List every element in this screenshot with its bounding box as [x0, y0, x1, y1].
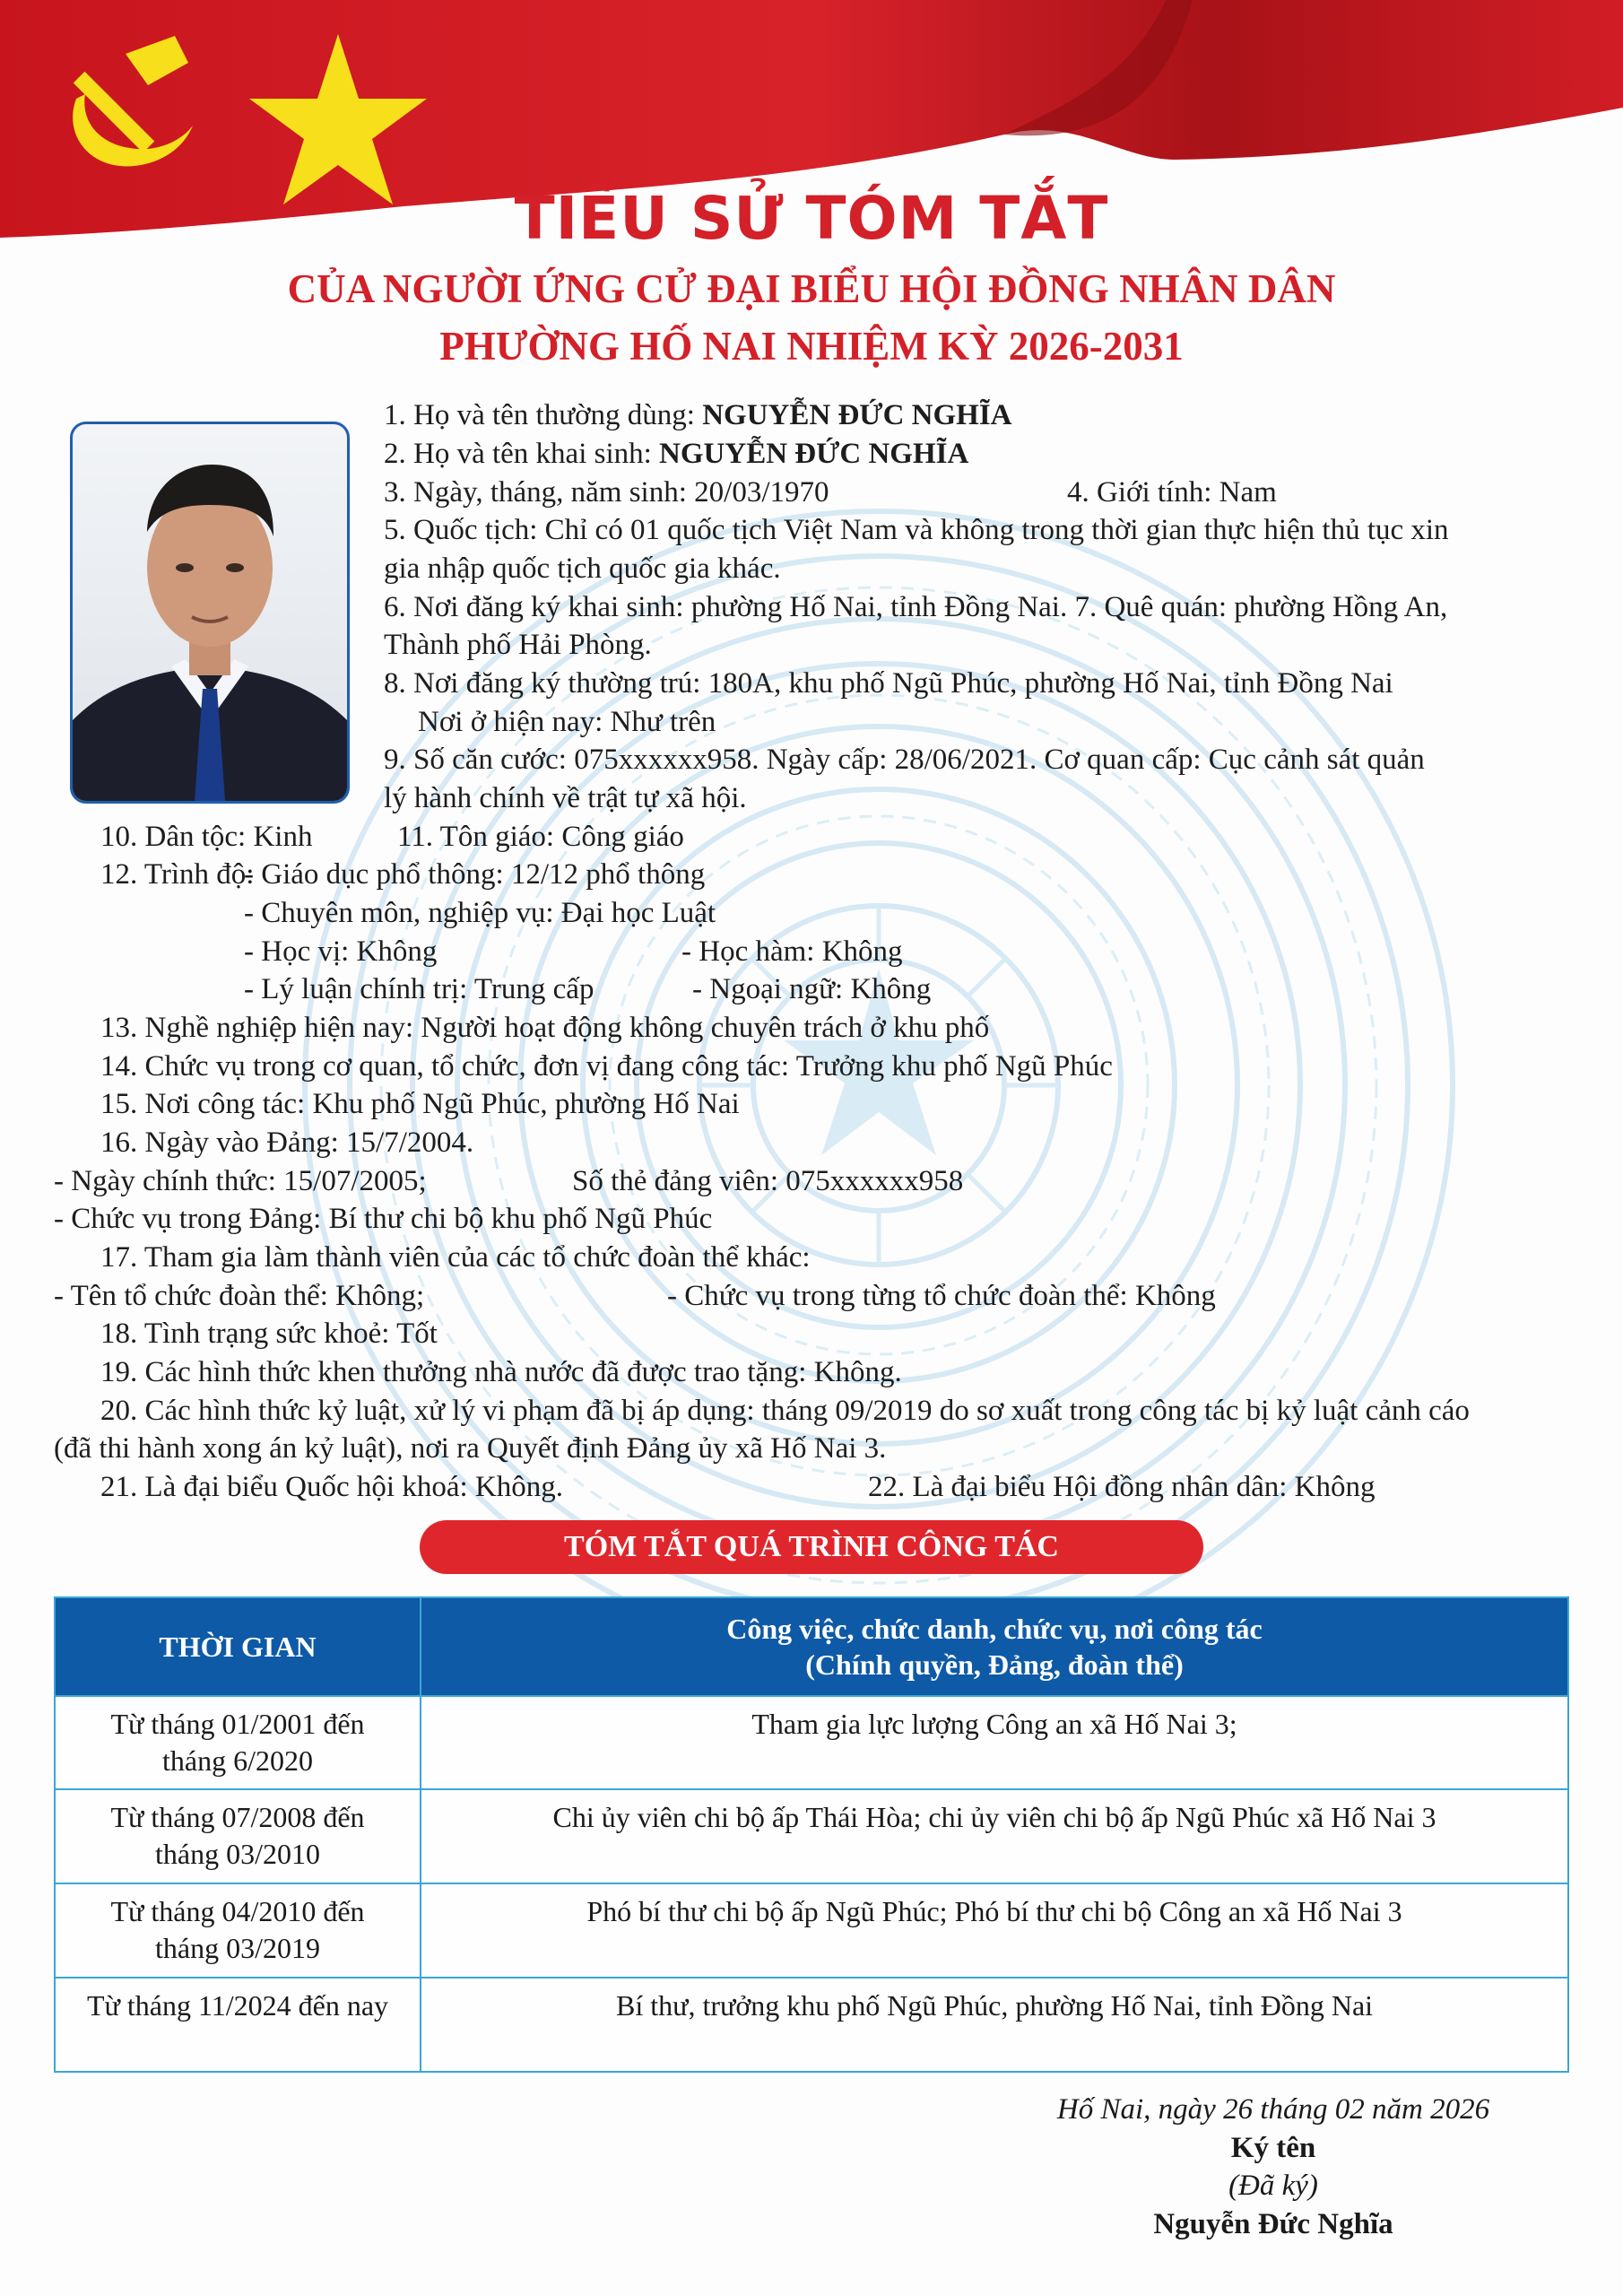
row-time: Từ tháng 11/2024 đến nay: [55, 1978, 421, 2072]
info-org-name: - Tên tổ chức đoàn thể: Không;: [54, 1280, 425, 1312]
page-subtitle-1: CỦA NGƯỜI ỨNG CỬ ĐẠI BIỂU HỘI ĐỒNG NHÂN DÂN: [287, 266, 1336, 311]
table-row: [55, 1696, 1568, 1789]
candidate-portrait: [70, 422, 350, 804]
info-health: 18. Tình trạng sức khoẻ: Tốt: [100, 1318, 438, 1350]
page-title: TIỂU SỬ TÓM TẮT: [514, 184, 1109, 253]
info-foreign-language: - Ngoại ngữ: Không: [692, 973, 932, 1005]
info-ethnicity: 10. Dân tộc: Kinh: [100, 821, 313, 853]
info-organizations: 17. Tham gia làm thành viên của các tổ chức đoàn thể khác:: [100, 1241, 811, 1274]
table-header-row: [55, 1597, 1568, 1696]
info-party-card: Số thẻ đảng viên: 075xxxxxx958: [572, 1165, 964, 1197]
info-gender: 4. Giới tính: Nam: [1067, 476, 1277, 509]
info-religion: 11. Tôn giáo: Công giáo: [397, 821, 684, 853]
info-political-theory: - Lý luận chính trị: Trung cấp: [244, 973, 595, 1005]
work-history-heading: TÓM TẮT QUÁ TRÌNH CÔNG TÁC: [420, 1520, 1203, 1574]
info-birth-place: 6. Nơi đăng ký khai sinh: phường Hố Nai, tỉnh Đồng Nai. 7. Quê quán: phường Hồng An,: [384, 591, 1448, 623]
signature-signed-note: (Đã ký): [1228, 2170, 1318, 2202]
info-position: 14. Chức vụ trong cơ quan, tổ chức, đơn vị đang công tác: Trưởng khu phố Ngũ Phúc: [100, 1050, 1113, 1083]
work-history-table: [54, 1596, 1569, 2073]
column-header-work: Công việc, chức danh, chức vụ, nơi công tác (Chính quyền, Đảng, đoàn thể): [421, 1597, 1568, 1696]
column-header-time: THỜI GIAN: [55, 1597, 421, 1696]
signature-label: Ký tên: [1230, 2132, 1316, 2164]
info-discipline-cont: (đã thi hành xong án kỷ luật), nơi ra Quyết định Đảng ủy xã Hố Nai 3.: [54, 1432, 887, 1465]
table-row: [55, 1978, 1568, 2072]
info-party-position: - Chức vụ trong Đảng: Bí thư chi bộ khu phố Ngũ Phúc: [54, 1203, 713, 1235]
info-party-join-date: 16. Ngày vào Đảng: 15/7/2004.: [100, 1126, 474, 1159]
row-time: Từ tháng 07/2008 đến tháng 03/2010: [55, 1789, 421, 1883]
info-org-position: - Chức vụ trong từng tổ chức đoàn thể: Không: [667, 1280, 1216, 1312]
info-id-card: 9. Số căn cước: 075xxxxxx958. Ngày cấp: 28/06/2021. Cơ quan cấp: Cục cảnh sát quản: [384, 744, 1425, 776]
info-nationality: 5. Quốc tịch: Chỉ có 01 quốc tịch Việt Nam và không trong thời gian thực hiện thủ tục xin: [384, 514, 1449, 546]
info-birth-date: 3. Ngày, tháng, năm sinh: 20/03/1970: [384, 476, 829, 509]
info-academic-rank: - Học hàm: Không: [681, 935, 903, 968]
info-nationality-cont: gia nhập quốc tịch quốc gia khác.: [384, 552, 781, 585]
row-time: Từ tháng 01/2001 đến tháng 6/2020: [55, 1696, 421, 1789]
info-occupation: 13. Nghề nghiệp hiện nay: Người hoạt động không chuyên trách ở khu phố: [100, 1012, 990, 1044]
info-birth-name: 2. Họ và tên khai sinh: NGUYỄN ĐỨC NGHĨA: [384, 438, 969, 470]
info-degree: - Học vị: Không: [244, 935, 438, 968]
row-description: Chi ủy viên chi bộ ấp Thái Hòa; chi ủy viên chi bộ ấp Ngũ Phúc xã Hố Nai 3: [421, 1789, 1568, 1883]
info-common-name: 1. Họ và tên thường dùng: NGUYỄN ĐỨC NGHĨA: [384, 399, 1012, 431]
page-subtitle-2: PHƯỜNG HỐ NAI NHIỆM KỲ 2026-2031: [439, 324, 1184, 369]
info-peoples-council: 22. Là đại biểu Hội đồng nhân dân: Không: [868, 1471, 1376, 1503]
row-description: Phó bí thư chi bộ ấp Ngũ Phúc; Phó bí thư chi bộ Công an xã Hố Nai 3: [421, 1883, 1568, 1978]
info-discipline: 20. Các hình thức kỷ luật, xử lý vi phạm đã bị áp dụng: tháng 09/2019 do sơ xuất trong công tác bị kỷ luật cảnh cáo: [100, 1395, 1470, 1427]
table-row: [55, 1883, 1568, 1978]
info-official-date: - Ngày chính thức: 15/07/2005;: [54, 1165, 427, 1197]
info-general-education: - Giáo dục phổ thông: 12/12 phổ thông: [244, 858, 706, 891]
info-national-assembly: 21. Là đại biểu Quốc hội khoá: Không.: [100, 1471, 563, 1503]
info-awards: 19. Các hình thức khen thưởng nhà nước đã được trao tặng: Không.: [100, 1356, 902, 1388]
info-hometown-cont: Thành phố Hải Phòng.: [384, 629, 652, 661]
info-education-label: 12. Trình độ:: [100, 858, 255, 891]
signature-place-date: Hố Nai, ngày 26 tháng 02 năm 2026: [1056, 2093, 1490, 2126]
row-time: Từ tháng 04/2010 đến tháng 03/2019: [55, 1883, 421, 1978]
info-current-address: Nơi ở hiện nay: Như trên: [418, 706, 716, 738]
info-workplace: 15. Nơi công tác: Khu phố Ngũ Phúc, phường Hố Nai: [100, 1088, 740, 1120]
info-id-card-cont: lý hành chính về trật tự xã hội.: [384, 782, 747, 814]
row-description: Bí thư, trưởng khu phố Ngũ Phúc, phường Hố Nai, tỉnh Đồng Nai: [421, 1978, 1568, 2072]
info-residence: 8. Nơi đăng ký thường trú: 180A, khu phố Ngũ Phúc, phường Hố Nai, tỉnh Đồng Nai: [384, 667, 1393, 700]
row-description: Tham gia lực lượng Công an xã Hố Nai 3;: [421, 1696, 1568, 1789]
table-row: [55, 1789, 1568, 1883]
info-specialty: - Chuyên môn, nghiệp vụ: Đại học Luật: [244, 897, 716, 929]
signature-name: Nguyễn Đức Nghĩa: [1153, 2208, 1393, 2240]
